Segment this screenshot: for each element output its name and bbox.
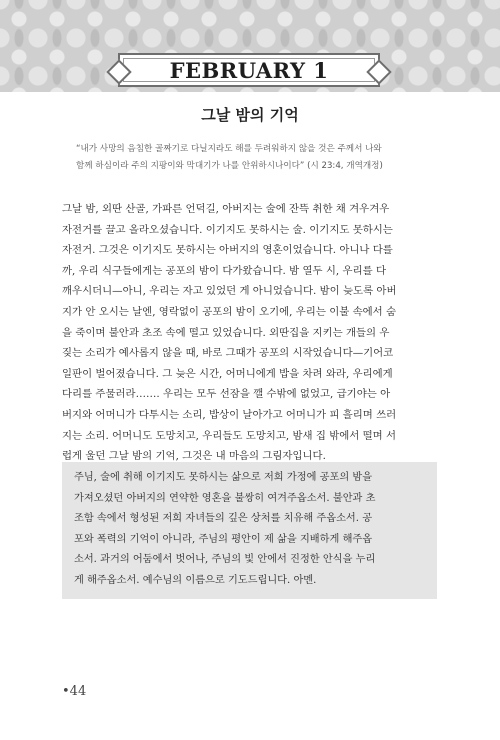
date-banner	[118, 53, 380, 87]
body-line: 자전거. 그것은 이기지도 못하시는 아버지의 영혼이었습니다. 아니나 다를	[62, 244, 393, 257]
body-line: 깨우시더니—아니, 우리는 자고 있었던 게 아니었습니다. 밤이 늦도록 아버	[62, 285, 397, 298]
prayer-line: 소서. 과거의 어둠에서 벗어나, 주님의 빛 안에서 진정한 안식을 누리	[74, 554, 376, 565]
body-line: 럽게 울던 그날 밤의 기억, 그것은 내 마음의 그림자입니다.	[62, 450, 326, 463]
body-line: 짖는 소리가 예사롭지 않을 때, 바로 그때가 공포의 시작었습니다—기어코	[62, 347, 394, 360]
body-line: 일판이 벌어졌습니다. 그 늦은 시간, 어머니에게 밥을 차려 와라, 우리에게	[62, 367, 393, 380]
prayer-line: 게 해주옵소서. 예수님의 이름으로 기도드립니다. 아멘.	[74, 574, 317, 586]
prayer-box	[62, 462, 437, 599]
body-line: 다리를 주물러라……. 우리는 모두 선잠을 깰 수밖에 없었고, 급기야는 아	[62, 388, 391, 401]
body-line: 버지와 어머니가 다투시는 소리, 밥상이 날아가고 어머니가 피 흘리며 쓰러	[62, 408, 397, 421]
prayer-line: 조함 속에서 형성된 저희 자녀들의 깊은 상처를 치유해 주옵소서. 공	[74, 513, 373, 524]
body-line: 까, 우리 식구들에게는 공포의 밤이 다가왔습니다. 밤 열두 시, 우리를 다	[62, 264, 386, 277]
body-line: 지가 안 오시는 날엔, 영락없이 공포의 밤이 오기에, 우리는 이불 속에서 숨	[62, 305, 397, 318]
body-line: 을 죽이며 불안과 초조 속에 떨고 있었습니다. 외딴집을 지키는 개들의 우	[62, 326, 390, 339]
devotion-title: 그날 밤의 기억	[201, 106, 299, 124]
date-label: FEBRUARY 1	[169, 57, 329, 83]
prayer-line: 가져오셨던 아버지의 연약한 영혼을 불쌍히 여겨주옵소서. 불안과 초	[74, 492, 376, 504]
prayer-line: 주님, 술에 취해 이기지도 못하시는 삶으로 저희 가정에 공포의 밤을	[74, 472, 373, 483]
body-line: 그날 밤, 외딴 산골, 가파른 언덕길, 아버지는 술에 잔뜩 취한 채 겨우겨우	[62, 203, 390, 215]
body-line: 자전거를 끌고 올라오셨습니다. 이기지도 못하시는 술. 이기지도 못하시는	[62, 223, 393, 236]
verse-line: “내가 사망의 음침한 골짜기로 다닐지라도 해를 두려워하지 않을 것은 주께서 나와	[76, 144, 382, 154]
verse-line: 함께 하심이라 주의 지팡이와 막대기가 나를 안위하시나이다” (시 23:4, 개역개정)	[76, 161, 383, 171]
body-line: 지는 소리. 어머니도 도망치고, 우리들도 도망치고, 밤새 집 밖에서 떨며 서	[62, 429, 397, 442]
prayer-line: 포와 폭력의 기억이 아니라, 주님의 평안이 제 삶을 지배하게 해주옵	[74, 533, 373, 545]
scripture-verse	[76, 141, 426, 175]
page-number: •44	[62, 684, 87, 699]
devotion-body	[62, 199, 437, 467]
